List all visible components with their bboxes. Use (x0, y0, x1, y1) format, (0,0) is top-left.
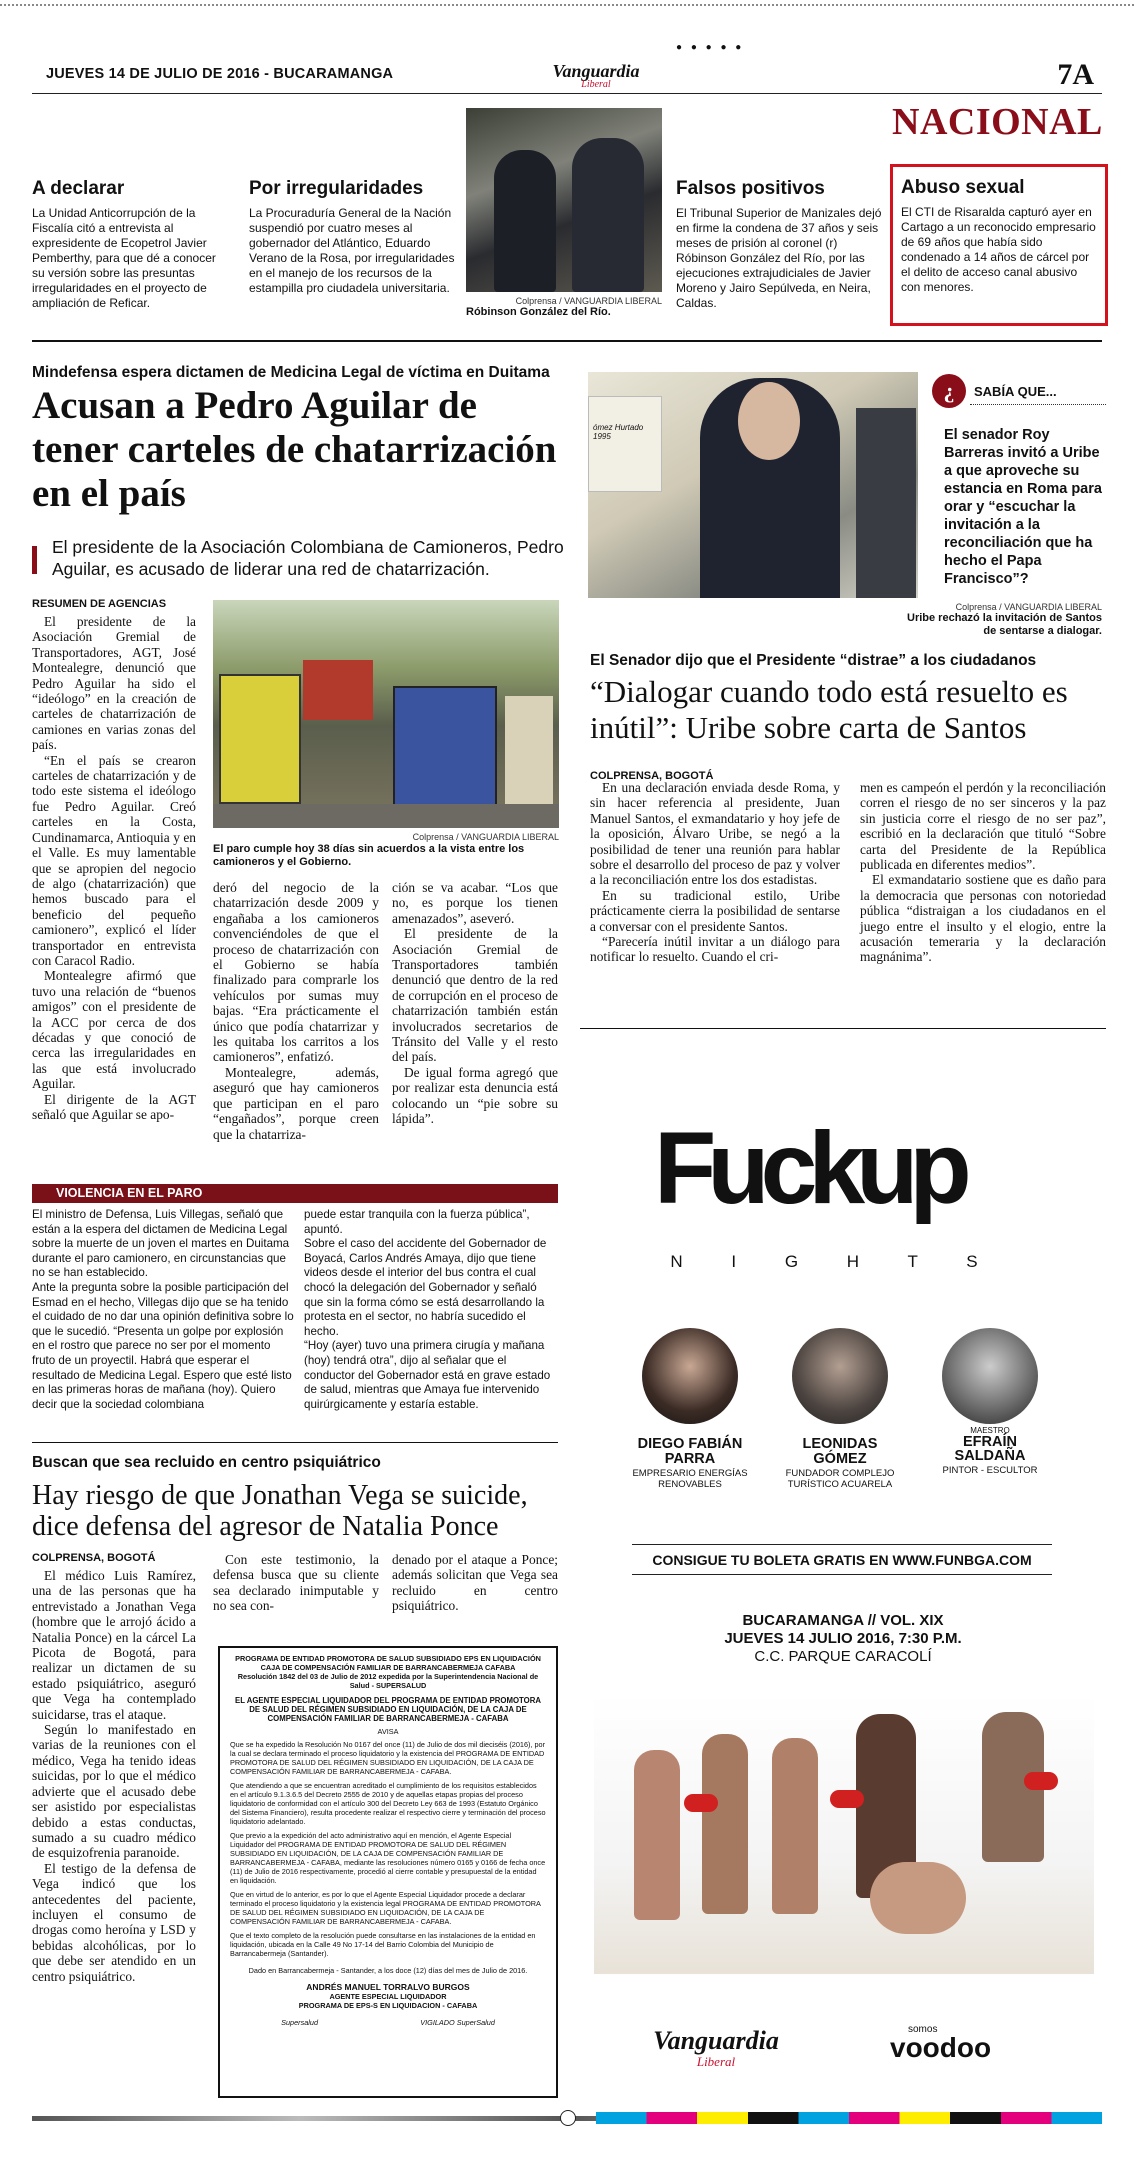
aguilar-col3 (392, 880, 558, 1127)
aguilar-photo-credit: Colprensa / VANGUARDIA LIBERAL (412, 832, 559, 842)
notice-avisa: AVISA (377, 1727, 399, 1736)
photo-bystander (856, 408, 916, 598)
speaker-portrait (792, 1328, 888, 1424)
ad-brand: Fuckup (654, 1111, 963, 1225)
paragraph: Sobre el caso del accidente del Gobernador de Boyacá, Carlos Andrés Amaya, dijo que tiene videos desde el interior del bus contra el cual chocó la delegación del Gobernador y señaló que sin la forma cómo se está desarrollando la protesta en el sector, no habría sucedido el hecho. (304, 1237, 547, 1338)
brief-body: El CTI de Risaralda capturó ayer en Cartago a un reconocido empresario de 69 años que había sido condenado a 14 años de cárcel por el delito de acceso canal abusivo con menores. (901, 205, 1096, 294)
paragraph: Con este testimonio, la defensa busca que su cliente sea declarado inimputable y no sea con- (213, 1552, 379, 1614)
uribe-col2 (860, 780, 1106, 965)
sabia-rule (970, 404, 1106, 405)
notice-dated: Dado en Barrancabermeja - Santander, a los doce (12) días del mes de Julio de 2016. (248, 1966, 528, 1975)
truck-4 (505, 696, 553, 804)
photo-sign-plaque (588, 396, 662, 492)
brief-title: Falsos positivos (676, 178, 825, 199)
sponsor-voodoo (890, 2024, 1050, 2061)
section-title: NACIONAL (892, 101, 1103, 143)
paragraph: Ante la pregunta sobre la posible participación del Esmad en el hecho, Villegas dijo que se ha tenido el cuidado de no dar una opinión definitiva sobre lo que le sucedió. “Presenta un golpe por explosión en el rostro que parece no ser por el momento fruto de un proyectil. Habrá que esperar el resultado de Medicina Legal. Espero que esté listo en las primeras horas de mañana (hoy). Quiero decir que la sociedad colombiana (32, 1280, 294, 1411)
notice-paragraph: Que en virtud de lo anterior, es por lo que el Agente Especial Liquidador procede a declarar terminado el proceso liquidatorio y la existencia legal PROGRAMA DE ENTIDAD PROMOTORA DE SALUD DEL RÉGIMEN SUBSIDIADO EN LIQUIDACIÓN, DE LA CAJA DE COMPENSACIÓN FAMILIAR DE BARRANCABERMEJA - CAFABA. (230, 1890, 541, 1926)
header-logo (536, 62, 656, 90)
ad-tickets: CONSIGUE TU BOLETA GRATIS EN WWW.FUNBGA.COM (652, 1552, 1032, 1568)
sponsor-vanguardia (636, 2028, 796, 2070)
registration-mark-icon (560, 2110, 576, 2126)
sabia-box (930, 372, 1106, 588)
fuckup-ad (580, 1040, 1106, 2112)
header-logo-text: Vanguardia (552, 61, 640, 81)
paragraph: El dirigente de la AGT señaló que Aguilar se apo- (32, 1091, 196, 1122)
speaker-name: EFRAÍN (963, 1434, 1017, 1450)
notice-paragraph: Que previo a la expedición del acto administrativo aquí en mención, el Agente Especial Liquidador del PROGRAMA DE ENTIDAD PROMOTORA DE SALUD DEL RÉGIMEN SUBSIDIADO EN LIQUIDACIÓN, DE LA CAJA DE COMPENSACIÓN FAMILIAR DE BARRANCABERMEJA - CAFABA, mediante las resoluciones número 0165 y 0166 de fecha once (11) de Julio de 2016 respectivamente, procedió al cierre contable y presupuestal de la entidad en liquidación. (230, 1831, 546, 1885)
ad-date: JUEVES 14 JULIO 2016, 7:30 P.M. (724, 1630, 962, 1647)
notice-signer-role: AGENTE ESPECIAL LIQUIDADOR (329, 1992, 447, 2001)
runner-2 (702, 1734, 748, 1914)
ad-beach-photo (594, 1694, 1094, 1974)
uribe-byline: COLPRENSA, BOGOTÁ (590, 770, 714, 782)
speaker-role: EMPRESARIO ENERGÍAS RENOVABLES (632, 1468, 748, 1490)
notice-signer-role: PROGRAMA DE EPS-S EN LIQUIDACION - CAFABA (298, 2001, 478, 2010)
ad-tickets-rule-bottom (632, 1574, 1052, 1575)
photo-figure-right (572, 138, 644, 292)
vega-kicker: Buscan que sea recluido en centro psiquiátrico (32, 1454, 381, 1471)
speaker-name: DIEGO FABIÁN (637, 1436, 743, 1452)
brief-2 (249, 178, 459, 296)
paragraph: denado por el ataque a Ponce; además solicitan que Vega sea recluido en centro psiquiátrico. (392, 1552, 558, 1614)
violencia-rule (32, 1442, 558, 1443)
question-icon: ¿ (932, 374, 966, 408)
ad-venue: C.C. PARQUE CARACOLÍ (754, 1648, 932, 1665)
brief-title: A declarar (32, 178, 125, 199)
uribe-rule (580, 1028, 1106, 1029)
notice-title-3: Resolución 1842 del 03 de Julio de 2012 expedida por la Superintendencia Nacional de Salud - SUPERSALUD (237, 1672, 539, 1690)
speaker-role: PINTOR - ESCULTOR (942, 1465, 1038, 1476)
paragraph: En una declaración enviada desde Roma, y sin hacer referencia al presidente, Juan Manuel Santos, el exmandatario y hoy jefe de la oposición, Álvaro Uribe, se negó a la posibilidad de tener una reunión para hablar sobre el desarrollo del proceso de paz y volver a la reconciliación entre los dos estadistas. (590, 780, 840, 888)
speaker-name: SALDAÑA (954, 1448, 1026, 1464)
speaker-name: LEONIDAS (802, 1436, 878, 1452)
aguilar-photo (213, 600, 559, 828)
paragraph: puede estar tranquila con la fuerza pública”, apuntó. (304, 1208, 530, 1236)
brief-photo-credit: Colprensa / VANGUARDIA LIBERAL (515, 296, 662, 306)
vega-col1 (32, 1568, 196, 1984)
speaker-name: PARRA (664, 1451, 716, 1467)
rescue-buoy (830, 1790, 864, 1808)
photo-sign-text: ómez Hurtado 1995 (593, 423, 644, 441)
paragraph: El exmandatario sostiene que es daño para la democracia que personas con notoriedad pública “distraigan a los ciudadanos en el juego entre el insulto y el elogio, entre la acusación temeraria y la declaración magnánima”. (860, 872, 1106, 965)
rescue-buoy (1024, 1772, 1058, 1790)
brief-title: Abuso sexual (901, 177, 1025, 198)
uribe-photo-caption: Uribe rechazó la invitación de Santos de sentarse a dialogar. (907, 612, 1102, 637)
vega-headline: Hay riesgo de que Jonathan Vega se suicide, dice defensa del agresor de Natalia Ponce (32, 1480, 528, 1542)
legal-notice (218, 1646, 558, 2098)
truck-1 (219, 674, 301, 804)
paragraph: En su tradicional estilo, Uribe prácticamente cierra la posibilidad de sentarse a conversar con el presidente Santos. (590, 887, 840, 934)
header-bar (32, 58, 1102, 94)
sponsor-voodoo-pre: somos (908, 2024, 938, 2035)
uribe-headline: “Dialogar cuando todo está resuelto es inútil”: Uribe sobre carta de Santos (590, 674, 1068, 745)
color-bar (596, 2112, 1102, 2124)
runner-1 (634, 1750, 680, 1920)
runner-5 (870, 1862, 966, 1934)
brief-body: El Tribunal Superior de Manizales dejó en firme la condena de 37 años y seis meses de prisión al coronel (r) Róbinson González del Río, por las ejecuciones extrajudiciales de Javier Moreno y Jairo Sepúlveda, en Neira, Caldas. (676, 206, 882, 310)
vega-col3 (392, 1552, 558, 1614)
notice-paragraph: Que el texto completo de la resolución puede consultarse en las instalaciones de la entidad en liquidación, ubicada en la Calle 49 No 17-14 del Barrio Colombia del Municipio de Barrancabermeja (Santander). (230, 1931, 536, 1958)
truck-2 (303, 660, 373, 720)
brief-photo (466, 108, 662, 292)
vigilado-logo: VIGILADO SuperSalud (420, 2018, 495, 2027)
speaker-pre: MAESTRO (970, 1426, 1010, 1435)
violencia-col2 (304, 1208, 558, 1412)
notice-paragraph: Que se ha expedido la Resolución No 0167 del once (11) de Julio de dos mil dieciséis (2016), por la cual se declara terminado el proceso liquidatorio y la existencia del PROGRAMA DE ENTIDAD PROMOTORA DE SALUD DEL RÉGIMEN SUBSIDIADO EN LIQUIDACIÓN, DE LA CAJA DE COMPENSACIÓN FAMILIAR DE BARRANCABERMEJA - CAFABA. (230, 1740, 546, 1776)
brief-1 (32, 178, 228, 311)
vega-col2 (213, 1552, 379, 1614)
briefs-rule (32, 340, 1102, 342)
truck-3 (393, 686, 497, 806)
rescue-buoy (684, 1794, 718, 1812)
paragraph: deró del negocio de la chatarrización desde 2009 y engañaba a los camioneros convenciéndoles de que el proceso de chatarrización con el Gobierno se había finalizado para comprarle los vehículos por sumas muy bajas. “Era prácticamente el único que podía chatarrizar y les quitaba los carritos a los camioneros”, enfatizó. (213, 880, 379, 1065)
vega-byline: COLPRENSA, BOGOTÁ (32, 1552, 156, 1564)
speaker-role: FUNDADOR COMPLEJO TURÍSTICO ACUARELA (785, 1468, 895, 1490)
paragraph: El presidente de la Asociación Gremial de Transportadores, AGT, José Montealegre, denunció que Pedro Aguilar ha sido el “ideólogo” en la creación de carteles de chatarrización de camiones en varias zonas del país. (32, 614, 196, 753)
paragraph: ción se va acabar. “Los que no, es porque los tienen amenazados”, aseveró. (392, 880, 558, 926)
photo-uribe-face (738, 382, 800, 460)
aguilar-deck: El presidente de la Asociación Colombiana de Camioneros, Pedro Aguilar, es acusado de liderar una red de chatarrización. (52, 537, 564, 579)
notice-title-2: CAJA DE COMPENSACIÓN FAMILIAR DE BARRANCABERMEJA CAFABA (260, 1663, 516, 1672)
uribe-col1 (590, 780, 840, 965)
ad-brand-sub: N I G H T S (670, 1252, 1000, 1271)
notice-logos (230, 2018, 546, 2027)
paragraph: men es campeón el perdón y la reconciliación corren el riesgo de no ser sinceros y la paz sin justicia corre el riesgo de no ser paz”, escribió en la declaración que tituló “Sobre carta del Presidente de la República publicada en diferentes medios”. (860, 780, 1106, 873)
aguilar-photo-caption: El paro cumple hoy 38 días sin acuerdos a la vista entre los camioneros y el Gobierno. (213, 843, 525, 868)
brief-body: La Unidad Anticorrupción de la Fiscalía citó a entrevista al expresidente de Ecopetrol Javier Pemberthy, para que dé a conocer su versión sobre las presuntas irregularidades en el proyecto de ampliación de Reficar. (32, 206, 216, 310)
aguilar-col1 (32, 614, 196, 1122)
notice-subtitle: EL AGENTE ESPECIAL LIQUIDADOR DEL PROGRAMA DE ENTIDAD PROMOTORA DE SALUD DEL RÉGIMEN SUBSIDIADO EN LIQUIDACIÓN, DE LA CAJA DE COMPENSACIÓN FAMILIAR DE BARRANCABERMEJA - CAFABA (235, 1696, 541, 1723)
uribe-kicker: El Senador dijo que el Presidente “distrae” a los ciudadanos (590, 652, 1037, 669)
ad-tickets-rule-top (632, 1544, 1052, 1545)
aguilar-col2 (213, 880, 379, 1142)
register-dots: ● ● ● ● ● (676, 42, 745, 53)
brief-4-box (890, 164, 1108, 326)
notice-title-1: PROGRAMA DE ENTIDAD PROMOTORA DE SALUD SUBSIDIADO EPS EN LIQUIDACIÓN (235, 1654, 541, 1663)
dateline: JUEVES 14 DE JULIO DE 2016 - BUCARAMANGA (46, 66, 394, 82)
page-number: 7A (1057, 58, 1094, 91)
header-logo-sub: Liberal (581, 79, 611, 90)
sabia-text: El senador Roy Barreras invitó a Uribe a que aproveche su estancia en Roma para orar y “escuchar la invitación a la reconciliación que ha hecho el Papa Francisco”? (944, 427, 1102, 587)
photo-figure-left (494, 150, 556, 292)
aguilar-headline: Acusan a Pedro Aguilar de tener carteles de chatarrización en el país (32, 384, 557, 515)
speaker-portrait (642, 1328, 738, 1424)
sabia-label: SABÍA QUE... (974, 384, 1057, 399)
aguilar-kicker: Mindefensa espera dictamen de Medicina Legal de víctima en Duitama (32, 364, 550, 381)
uribe-photo-credit: Colprensa / VANGUARDIA LIBERAL (955, 602, 1102, 612)
brief-title: Por irregularidades (249, 178, 424, 199)
sponsor-vanguardia-sub: Liberal (696, 2054, 736, 2069)
paragraph: El ministro de Defensa, Luis Villegas, señaló que están a la espera del dictamen de Medicina Legal sobre la muerte de un joven el martes en Duitama durante el paro camionero, en circunstancias que no se han establecido. (32, 1208, 290, 1280)
speaker-2 (770, 1328, 910, 1490)
notice-paragraph: Que atendiendo a que se encuentran acreditado el cumplimiento de los requisitos establecidos en el artículo 9.1.3.6.5 del Decreto 2555 de 2010 y de aquellas etapas propias del proceso liquidatorio de conformidad con el artículo 300 del Decreto Ley 663 de 1993 (Estatuto Orgánico del Sistema Financiero), resulta procedente realizar el respectivo cierre y terminación del proceso liquidatorio adelantado. (230, 1781, 546, 1826)
paragraph: El médico Luis Ramírez, una de las personas que ha entrevistado a Jonathan Vega (hombre que le arrojó ácido a Natalia Ponce) en la cárcel La Picota de Bogotá, para realizar un dictamen de su estado psiquiátrico, aseguró que Vega ha contemplado suicidarse, tras el ataque. (32, 1568, 196, 1722)
violencia-bar (32, 1184, 558, 1203)
aguilar-deck-marker (32, 546, 37, 574)
brief-3 (676, 178, 882, 311)
aguilar-byline: RESUMEN DE AGENCIAS (32, 598, 167, 610)
paragraph: “En el país se crearon carteles de chatarrización y de todo este sistema el ideólogo fue Pedro Aguilar. Creó carteles en la Costa, Cundinamarca, Antioquia y en el Valle. Es muy lamentable que se apropien del negocio de algo (chatarrización) que hemos buscado para el beneficio del pequeño camionero”, explicó el líder transportador en entrevista con Caracol Radio. (32, 752, 196, 968)
paragraph: Según lo manifestado en varias de la reuniones con el médico, Vega ha tenido ideas suicidas, por lo que el médico advierte que el acusado debe ser asistido por especialistas debido a estas conductas, sumado a su cuadro médico de esquizofrenia paranoide. (32, 1722, 196, 1861)
ad-city: BUCARAMANGA // VOL. XIX (742, 1612, 944, 1629)
paragraph: Montealegre, además, aseguró que hay camioneros que participan en el paro “engañados”, porque creen que la chatarriza- (213, 1064, 379, 1142)
speaker-1 (620, 1328, 760, 1490)
brief-body: La Procuraduría General de la Nación suspendió por cuatro meses al gobernador del Atlántico, Eduardo Verano de la Rosa, por irregularidades en el manejo de los recursos de la estampilla pro ciudadela universitaria. (249, 206, 455, 295)
paragraph: Montealegre afirmó que tuvo una relación de “buenos amigos” con el presidente de la ACC por cerca de dos décadas y que conoció de cerca las irregularidades en las que está involucrado Aguilar. (32, 968, 196, 1092)
paragraph: El testigo de la defensa de Vega indicó que los antecedentes del paciente, incluyen el consumo de drogas como heroína y LSD y bebidas alcohólicas, por lo que debe ser atendido en un centro psiquiátrico. (32, 1860, 196, 1984)
speaker-portrait (942, 1328, 1038, 1424)
supersalud-logo: Supersalud (281, 2018, 319, 2027)
notice-signer: ANDRÉS MANUEL TORRALVO BURGOS (306, 1982, 470, 1992)
paragraph: De igual forma agregó que por realizar esta denuncia está colocando un “pie sobre su lápida”. (392, 1064, 558, 1127)
sponsor-voodoo-text: voodoo (890, 2032, 992, 2063)
violencia-label: VIOLENCIA EN EL PARO (56, 1186, 203, 1200)
sponsor-vanguardia-text: Vanguardia (653, 2026, 779, 2055)
speaker-name: GÓMEZ (813, 1451, 867, 1467)
runner-3 (772, 1738, 818, 1914)
violencia-col1 (32, 1208, 294, 1412)
top-rule (0, 4, 1134, 6)
road (213, 804, 559, 828)
paragraph: “Hoy (ayer) tuvo una primera cirugía y mañana (hoy) tendrá otra”, dijo al señalar que el conductor del Gobernador está en grave estado de salud, mientras que Amaya fue intervenido quirúrgicamente y estaría estable. (304, 1339, 551, 1411)
paragraph: El presidente de la Asociación Gremial de Transportadores también denunció que dentro de la red de corrupción en el proceso de chatarrización también están involucrados secretarios de Tránsito del Valle y el resto del país. (392, 926, 558, 1065)
uribe-photo (588, 372, 918, 598)
paragraph: “Parecería inútil invitar a un diálogo para notificar lo resuelto. Cuando el cri- (590, 934, 840, 965)
brief-photo-caption: Róbinson González del Río. (466, 306, 611, 318)
speaker-3 (920, 1328, 1060, 1476)
